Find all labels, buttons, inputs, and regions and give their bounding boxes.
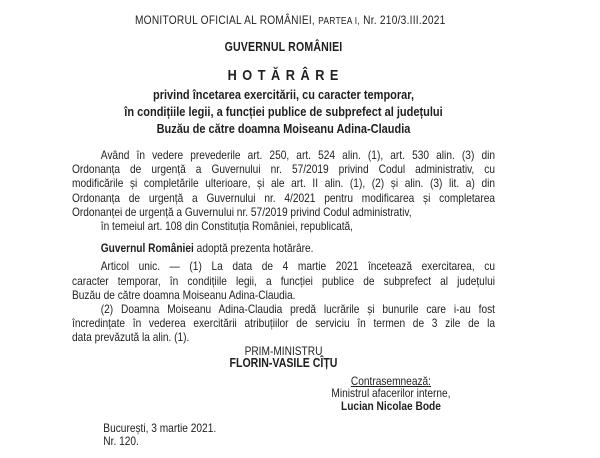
pm-name: FLORIN-VASILE CÎȚU [229, 356, 338, 371]
legal-basis-line: în temeiul art. 108 din Constituția României, republicată, [100, 219, 354, 234]
article-paragraph-2 [72, 302, 495, 345]
pm-signature-block [72, 345, 495, 370]
document-type-title: H O T Ă R Â R E [227, 67, 340, 84]
text-line: Ordonanței de urgență a Guvernului nr. 57/2019 privind Codul administrativ, [72, 204, 412, 219]
enactment-lead: Guvernul României [100, 241, 194, 256]
article-unic-paragraph [72, 259, 495, 302]
text-line: Buzău de către doamna Moiseanu Adina-Claudia. [72, 287, 296, 302]
text-line: Ordonanța de urgență a Guvernului nr. 57/2019 privind Codul administrativ, cu [72, 162, 495, 177]
document-subtitle [72, 86, 495, 137]
subtitle-line-1: privind încetarea exercitării, cu caracter temporar, [152, 87, 415, 102]
text-line: încredințate în vederea exercitării atribuțiilor de serviciu în termen de 3 zile de la [72, 316, 495, 331]
text-line: modificările și completările ulterioare, și ale art. II alin. (1), (2) și alin. (3) lit. a) din [72, 176, 495, 191]
journal-title: MONITORUL OFICIAL AL ROMÂNIEI, [134, 13, 316, 27]
enactment-rest: adoptă prezenta hotărâre. [193, 241, 314, 256]
countersign-label: Contrasemnează: [350, 373, 432, 388]
countersign-role: Ministrul afacerilor interne, [331, 386, 451, 401]
pm-title: PRIM-MINISTRU [244, 343, 323, 358]
countersign-name: Lucian Nicolae Bode [341, 398, 441, 413]
text-line: Ordonanța de urgență a Guvernului nr. 4/2021 pentru modificarea și completarea [72, 190, 495, 205]
subtitle-line-2: în condițiile legii, a funcției publice de subprefect al județului [124, 104, 443, 119]
text-line: Având în vedere prevederile art. 250, art. 524 alin. (1), art. 530 alin. (3) din [100, 148, 495, 162]
document-number-line: Nr. 120. [103, 434, 139, 449]
subtitle-line-3: Buzău de către doamna Moiseanu Adina-Claudia [156, 121, 411, 136]
enactment-line [72, 241, 495, 255]
text-line: Articol unic. — (1) La data de 4 martie 2021 încetează exercitarea, cu [100, 259, 495, 274]
journal-header [86, 13, 495, 29]
countersign-block [289, 375, 492, 413]
document-footer [103, 422, 495, 448]
document-column [72, 13, 495, 448]
text-line: caracter temporar, în condițiile legii, a funcției publice de subprefect al județului [72, 273, 495, 288]
preamble-paragraph [72, 148, 495, 219]
text-line: data prevăzută la alin. (1). [72, 330, 190, 345]
journal-issue-number: Nr. 210/3.III.2021 [363, 13, 446, 27]
issuer-title: GUVERNUL ROMÂNIEI [224, 40, 343, 54]
place-date-line: București, 3 martie 2021. [103, 421, 217, 436]
text-line: (2) Doamna Moiseanu Adina-Claudia predă lucrările și bunurile care i-au fost [100, 302, 495, 317]
journal-part: PARTEA I, [318, 16, 361, 27]
